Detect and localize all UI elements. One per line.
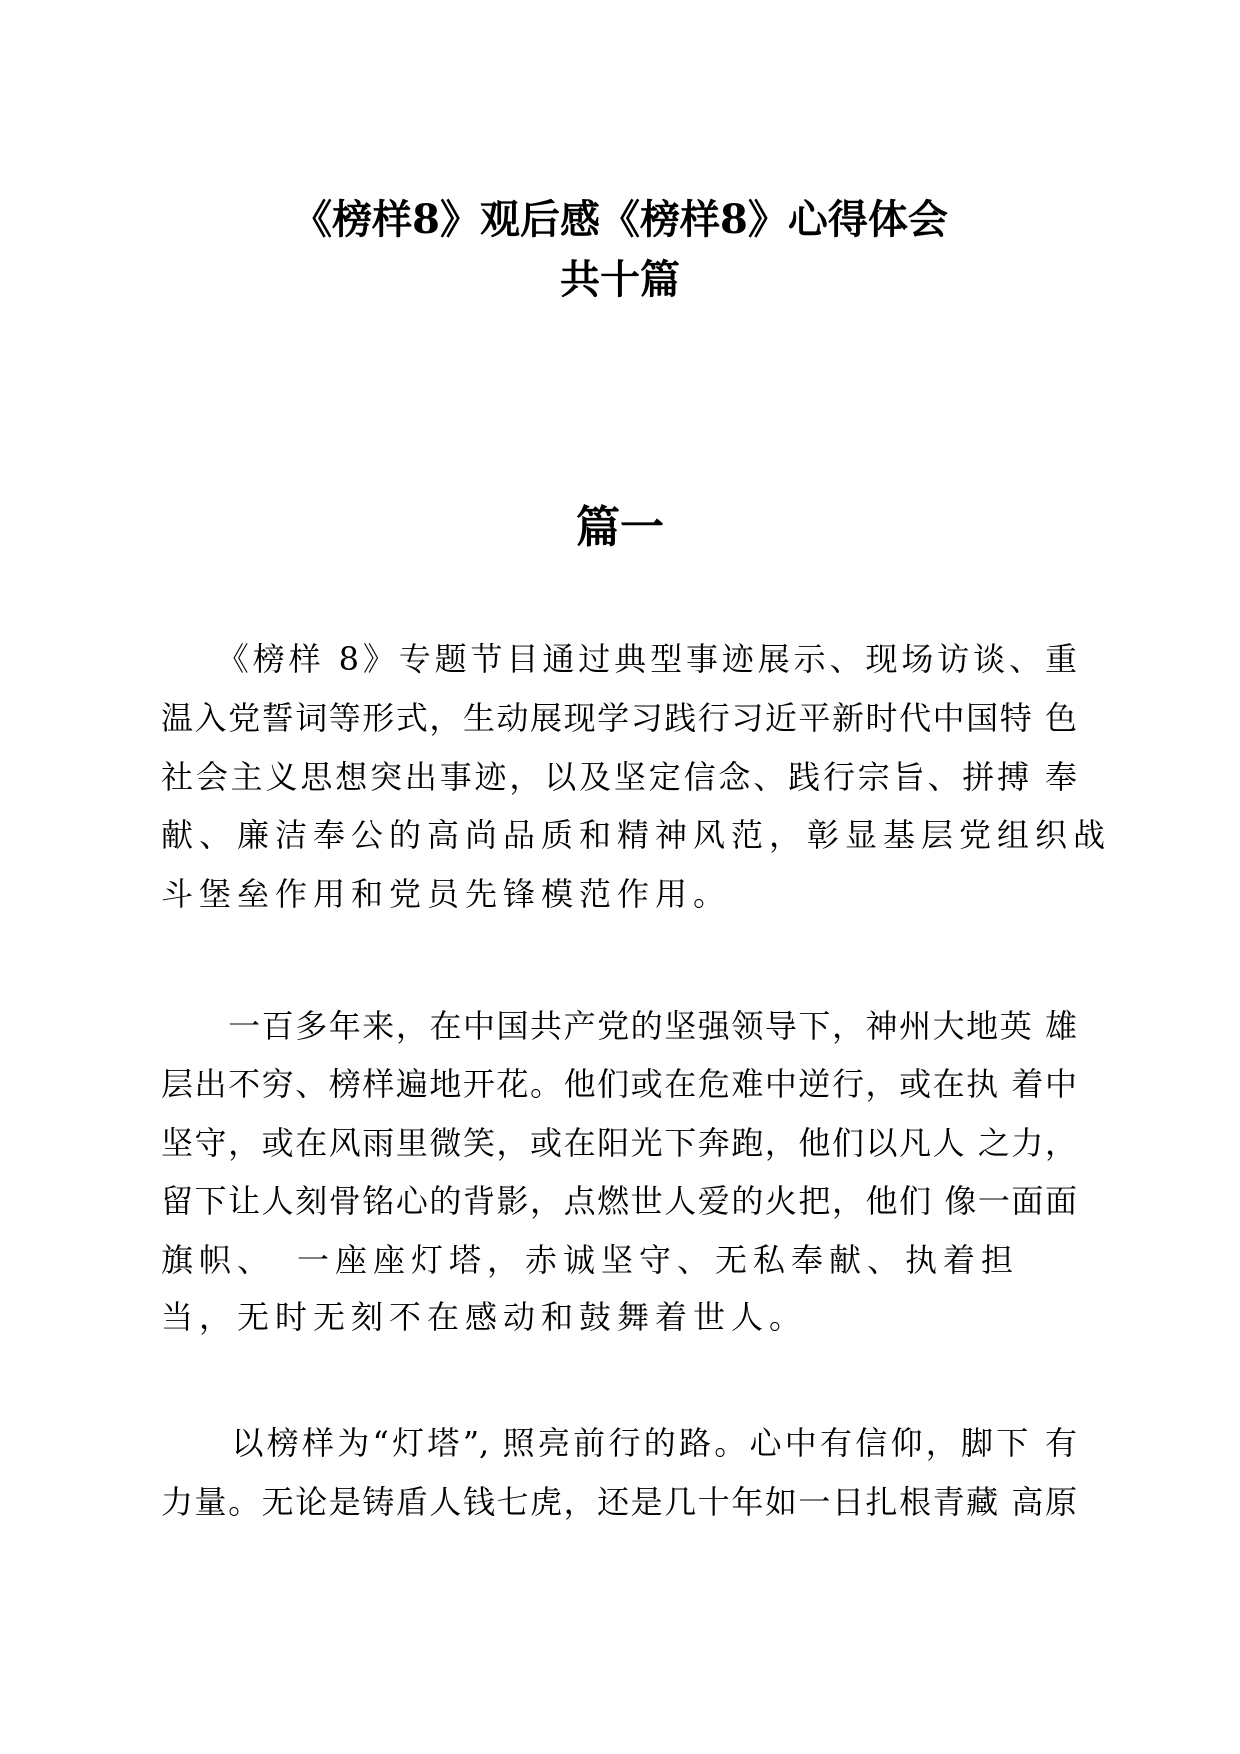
document-title-line-2: 共十篇 [560,256,680,303]
paragraph-line: 层出不穷、榜样遍地开花。他们或在危难中逆行，或在执 着中 [161,1065,1077,1103]
paragraph-line: 斗堡垒作用和党员先锋模范作用。 [161,875,732,913]
paragraph-line: 留下让人刻骨铭心的背影，点燃世人爱的火把，他们 像一面面 [161,1182,1077,1220]
paragraph-line: 《榜样 8》专题节目通过典型事迹展示、现场访谈、重 [161,640,1077,678]
paragraph-line: 温入党誓词等形式，生动展现学习践行习近平新时代中国特 色 [161,699,1077,737]
section-heading: 篇一 [576,502,664,553]
paragraph-line: 当，无时无刻不在感动和鼓舞着世人。 [161,1298,808,1336]
paragraph-line: 力量。无论是铸盾人钱七虎，还是几十年如一日扎根青藏 高原 [161,1483,1077,1521]
paragraph-line: 旗帜、 一座座灯塔，赤诚坚守、无私奉献、执着担 [161,1241,1020,1279]
paragraph-line: 坚守，或在风雨里微笑，或在阳光下奔跑，他们以凡人 之力， [161,1124,1077,1162]
paragraph-line: 献、廉洁奉公的高尚品质和精神风范，彰显基层党组织战 [161,816,1112,854]
paragraph-line: 以榜样为“灯塔”, 照亮前行的路。心中有信仰，脚下 有 [161,1424,1077,1462]
paragraph-line: 社会主义思想突出事迹，以及坚定信念、践行宗旨、拼搏 奉 [161,758,1077,796]
document-title-line-1: 《榜样8》观后感《榜样8》心得体会 [292,196,948,243]
paragraph-line: 一百多年来，在中国共产党的坚强领导下，神州大地英 雄 [161,1007,1077,1045]
